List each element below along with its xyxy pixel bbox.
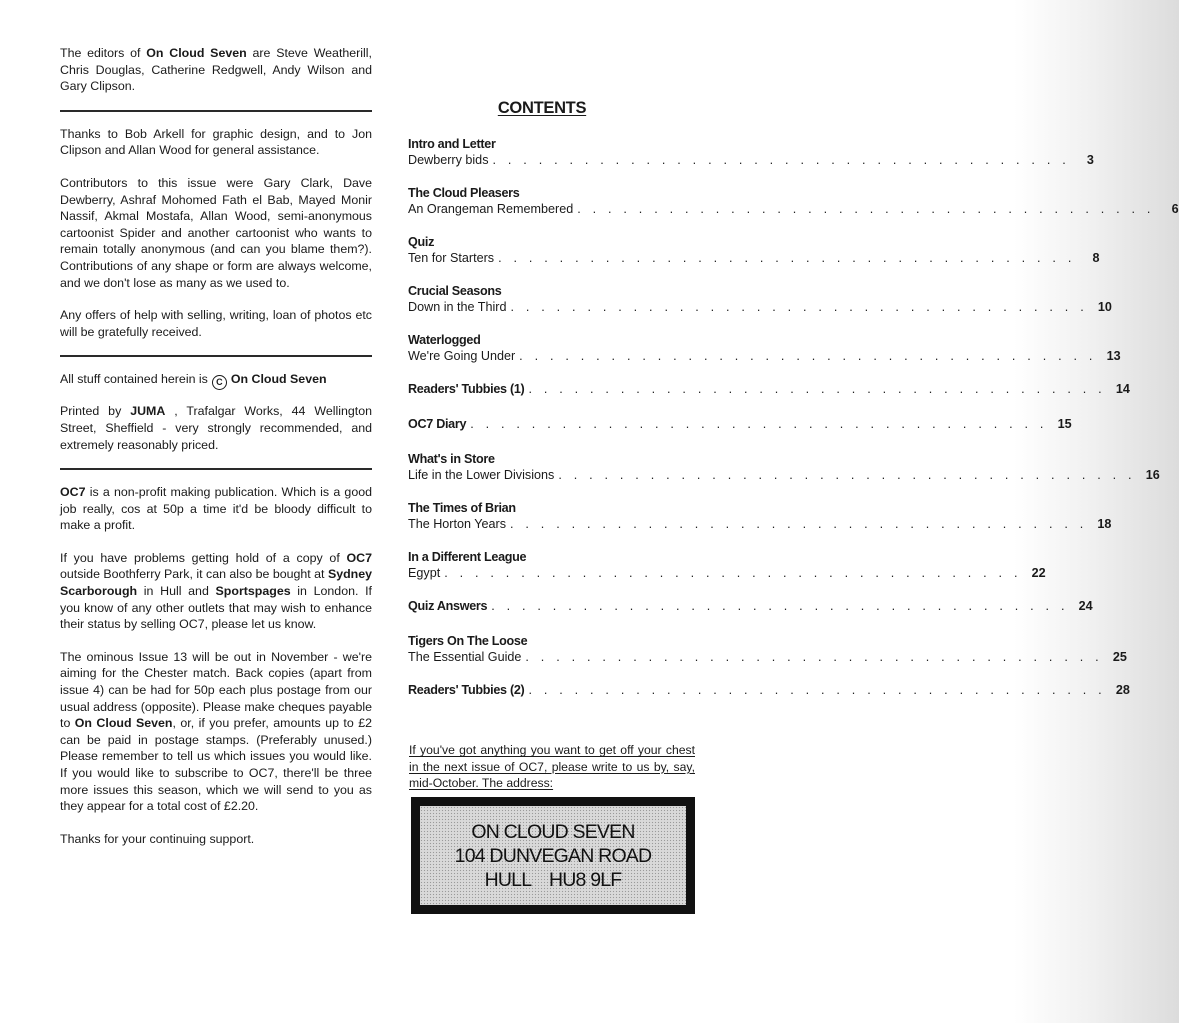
toc-subtitle: We're Going Under: [408, 349, 516, 363]
toc-subtitle: Egypt: [408, 566, 441, 580]
toc-entry: [408, 381, 1130, 397]
toc-heading: In a Different League: [408, 550, 527, 564]
toc-line: [408, 598, 1093, 614]
availability-paragraph: If you have problems getting hold of a copy of OC7 outside Boothferry Park, it can also be bought at Sydney Scarborough in Hull and Sportspages in London. If you know of any other outlets that may wish to enhance their status by selling OC7, please let us know.: [60, 550, 373, 632]
dot-leader: . . . . . . . . . . . . . . . . . . . . . . . . . . . . . . . . . . . . . .: [444, 566, 1022, 580]
toc-page-number: 14: [1115, 382, 1130, 396]
toc-line: [408, 565, 1046, 581]
toc-entry: [408, 598, 1093, 614]
toc-heading: Waterlogged: [408, 333, 481, 347]
printer-paragraph: Printed by JUMA , Trafalgar Works, 44 Wellington Street, Sheffield - very strongly recommended, and extremely reasonably priced.: [60, 404, 372, 452]
left-column: [60, 45, 372, 847]
contents-column: [408, 99, 1179, 717]
toc-entry: [408, 451, 1160, 483]
toc-line: [408, 348, 1121, 364]
copyright-icon: C: [212, 375, 227, 390]
toc-page-number: 3: [1086, 153, 1094, 167]
toc-entry: [408, 633, 1127, 665]
toc-line: [408, 299, 1112, 315]
toc-entry: [408, 416, 1072, 432]
toc-heading: The Times of Brian: [408, 501, 516, 515]
toc-entry: [408, 682, 1130, 698]
toc-page-number: 15: [1057, 417, 1072, 431]
divider: [60, 468, 372, 470]
toc-subtitle: Dewberry bids: [408, 153, 489, 167]
dot-leader: . . . . . . . . . . . . . . . . . . . . . . . . . . . . . . . . . . . . . .: [528, 382, 1106, 396]
dot-leader: . . . . . . . . . . . . . . . . . . . . . . . . . . . . . . . . . . . . . .: [492, 153, 1070, 167]
dot-leader: . . . . . . . . . . . . . . . . . . . . . . . . . . . . . . . . . . . . . .: [498, 251, 1076, 265]
address-box: [411, 797, 695, 914]
dot-leader: . . . . . . . . . . . . . . . . . . . . . . . . . . . . . . . . . . . . . .: [510, 517, 1088, 531]
toc-subtitle: Down in the Third: [408, 300, 507, 314]
dot-leader: . . . . . . . . . . . . . . . . . . . . . . . . . . . . . . . . . . . . . .: [577, 202, 1155, 216]
editors-paragraph: The editors of On Cloud Seven are Steve Weatherill, Chris Douglas, Catherine Redgwell, Andy Wilson and Gary Clipson.: [60, 46, 373, 94]
contributors-paragraph: Contributors to this issue were Gary Clark, Dave Dewberry, Ashraf Mohomed Fath el Bab, Mayed Monir Nassif, Akmal Mostafa, Allan Wood, semi-anonymous cartoonist Spider and another cartoonist who wants to remain totally anonymous (and can you blame them?). Contributions of any shape or form are always welcome, and we don't lose as many as we used to.: [60, 175, 372, 290]
address-line-2: 104 DUNVEGAN ROAD: [454, 844, 652, 867]
next-issue-paragraph: The ominous Issue 13 will be out in November - we're aiming for the Chester match. Back copies (apart from issue 4) can be had for 50p each plus postage from our usual address (opposite). Please make cheques payable to On Cloud Seven, or, if you prefer, amounts up to £2 can be paid in postage stamps. (Preferably unused.) Please remember to tell us which issues you would like. If you would like to subscribe to OC7, there'll be three more issues this season, which we will send to you as they appear for a total cost of £2.20.: [60, 649, 372, 814]
toc-line: [408, 416, 1072, 432]
toc-page-number: 13: [1106, 349, 1121, 363]
toc-entry: [408, 283, 1112, 315]
dot-leader: . . . . . . . . . . . . . . . . . . . . . . . . . . . . . . . . . . . . . .: [558, 468, 1136, 482]
toc-subtitle: An Orangeman Remembered: [408, 202, 574, 216]
toc-line: [408, 250, 1100, 266]
thanks-paragraph: Thanks to Bob Arkell for graphic design, and to Jon Clipson and Allan Wood for general assistance.: [60, 126, 372, 158]
toc-entry: [408, 136, 1094, 168]
address-line-3: HULL HU8 9LF: [484, 868, 622, 891]
dot-leader: . . . . . . . . . . . . . . . . . . . . . . . . . . . . . . . . . . . . . .: [528, 683, 1106, 697]
toc-entry: [408, 500, 1112, 532]
dot-leader: . . . . . . . . . . . . . . . . . . . . . . . . . . . . . . . . . . . . . .: [470, 417, 1048, 431]
toc-line: [408, 682, 1130, 698]
magazine-name: On Cloud Seven: [146, 46, 247, 60]
toc-page-number: 8: [1092, 251, 1100, 265]
toc-subtitle: The Horton Years: [408, 517, 507, 531]
toc-page-number: 25: [1112, 650, 1127, 664]
toc-entry: [408, 185, 1179, 217]
toc-page-number: 28: [1115, 683, 1130, 697]
closing-line: Thanks for your continuing support.: [60, 831, 255, 846]
submission-note: If you've got anything you want to get off your chest in the next issue of OC7, please write to us by, say, mid-October. The address:: [409, 743, 695, 791]
toc-heading: The Cloud Pleasers: [408, 186, 520, 200]
toc-heading: Tigers On The Loose: [408, 634, 528, 648]
dot-leader: . . . . . . . . . . . . . . . . . . . . . . . . . . . . . . . . . . . . . .: [519, 349, 1097, 363]
copyright-line: All stuff contained herein is C On Cloud Seven: [60, 371, 372, 390]
toc-subtitle: Ten for Starters: [408, 251, 495, 265]
toc-heading: What's in Store: [408, 452, 495, 466]
toc-heading: Intro and Letter: [408, 137, 496, 151]
divider: [60, 110, 372, 112]
toc-heading: Readers' Tubbies (2): [408, 683, 525, 697]
toc-line: [408, 152, 1094, 168]
toc-subtitle: The Essential Guide: [408, 650, 522, 664]
divider: [60, 355, 372, 357]
toc-page-number: 6: [1171, 202, 1179, 216]
toc-heading: OC7 Diary: [408, 417, 467, 431]
toc-entry: [408, 549, 1046, 581]
dot-leader: . . . . . . . . . . . . . . . . . . . . . . . . . . . . . . . . . . . . . .: [491, 599, 1069, 613]
toc-heading: Readers' Tubbies (1): [408, 382, 525, 396]
toc-line: [408, 381, 1130, 397]
toc-line: [408, 201, 1179, 217]
nonprofit-paragraph: OC7 is a non-profit making publication. Which is a good job really, cos at 50p a time it'd be bloody difficult to make a profit.: [60, 485, 372, 533]
toc-heading: Crucial Seasons: [408, 284, 502, 298]
offers-paragraph: Any offers of help with selling, writing, loan of photos etc will be gratefully received.: [60, 308, 372, 339]
toc-heading: Quiz Answers: [408, 599, 488, 613]
dot-leader: . . . . . . . . . . . . . . . . . . . . . . . . . . . . . . . . . . . . . .: [525, 650, 1103, 664]
toc-entry: [408, 332, 1121, 364]
toc-line: [408, 467, 1160, 483]
toc-page-number: 24: [1078, 599, 1093, 613]
toc-line: [408, 649, 1127, 665]
contents-title: CONTENTS: [497, 99, 587, 117]
toc-line: [408, 516, 1112, 532]
toc-heading: Quiz: [408, 235, 435, 249]
dot-leader: . . . . . . . . . . . . . . . . . . . . . . . . . . . . . . . . . . . . . .: [510, 300, 1088, 314]
toc-page-number: 22: [1031, 566, 1046, 580]
toc-subtitle: Life in the Lower Divisions: [408, 468, 555, 482]
toc-entry: [408, 234, 1100, 266]
toc-page-number: 16: [1145, 468, 1160, 482]
contents-list: [408, 136, 1179, 698]
address-line-1: ON CLOUD SEVEN: [471, 820, 635, 843]
toc-page-number: 18: [1097, 517, 1112, 531]
toc-page-number: 10: [1097, 300, 1112, 314]
